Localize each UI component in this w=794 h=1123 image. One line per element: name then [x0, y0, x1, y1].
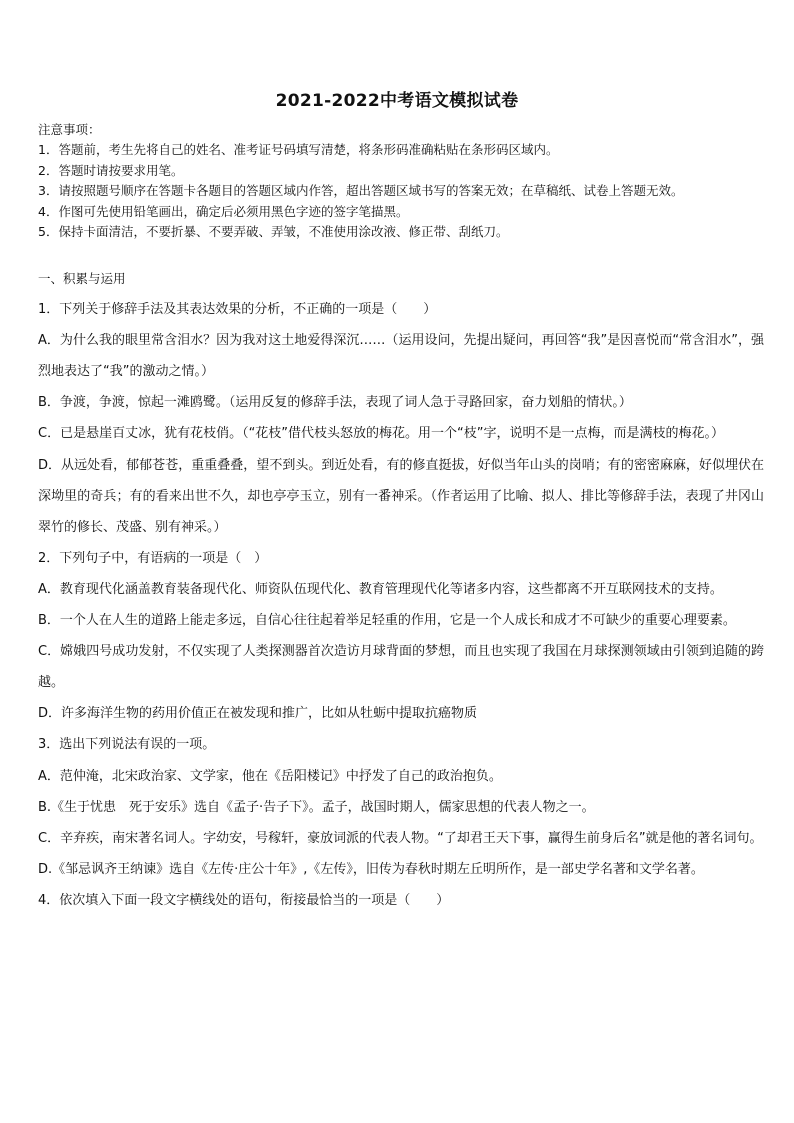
- question-1-stem: 1．下列关于修辞手法及其表达效果的分析，不正确的一项是（ ）: [38, 302, 437, 318]
- question-1-option-d: D．从远处看，郁郁苍苍，重重叠叠，望不到头。到近处看，有的修直挺拔，好似当年山头的岗哨；有的密密麻麻，好似埋伏在深坳里的奇兵；有的看来出世不久，却也亭亭玉立，别有一番神采。（作者运用了比喻、拟人、排比等修辞手法，表现了井冈山翠竹的修长、茂盛、别有神采。）: [38, 457, 764, 535]
- question-3-option-b: B.《生于忧患 死于安乐》选自《孟子·告子下》。孟子，战国时期人，儒家思想的代表人物之一。: [38, 799, 595, 815]
- question-2-option-d: D．许多海洋生物的药用价值正在被发现和推广，比如从牡蛎中提取抗癌物质: [38, 706, 478, 722]
- question-3-stem: 3．选出下列说法有误的一项。: [38, 737, 216, 753]
- question-2-option-c: C．嫦娥四号成功发射，不仅实现了人类探测器首次造访月球背面的梦想，而且也实现了我国在月球探测领域由引领到追随的跨越。: [38, 644, 764, 691]
- question-1-option-a: A．为什么我的眼里常含泪水？因为我对这土地爱得深沉……（运用设问，先提出疑问，再回答“我”是因喜悦而“常含泪水”，强烈地表达了“我”的激动之情。）: [38, 333, 764, 380]
- question-1-option-c: C．已是悬崖百丈冰，犹有花枝俏。（“花枝”借代枝头怒放的梅花。用一个“枝”字，说明不是一点梅，而是满枝的梅花。）: [38, 426, 725, 442]
- notice-item: 2．答题时请按要求用笔。: [38, 162, 184, 178]
- question-3-option-a: A．范仲淹，北宋政治家、文学家，他在《岳阳楼记》中抒发了自己的政治抱负。: [38, 768, 502, 784]
- question-2-option-a: A．教育现代化涵盖教育装备现代化、师资队伍现代化、教育管理现代化等诸多内容，这些都离不开互联网技术的支持。: [38, 581, 723, 597]
- notice-heading: 注意事项：: [38, 122, 101, 137]
- notice-item: 1．答题前，考生先将自己的姓名、准考证号码填写清楚，将条形码准确粘贴在条形码区域内。: [38, 142, 559, 158]
- section-heading: 一、积累与运用: [38, 271, 126, 286]
- question-3-option-d: D.《邹忌讽齐王纳谏》选自《左传·庄公十年》,《左传》，旧传为春秋时期左丘明所作，是一部史学名著和文学名著。: [38, 861, 704, 877]
- notice-item: 3．请按照题号顺序在答题卡各题目的答题区域内作答，超出答题区域书写的答案无效；在草稿纸、试卷上答题无效。: [38, 183, 684, 199]
- question-2-option-b: B．一个人在人生的道路上能走多远，自信心往往起着举足轻重的作用，它是一个人成长和成才不可缺少的重要心理要素。: [38, 613, 736, 629]
- question-4-stem: 4．依次填入下面一段文字横线处的语句，衔接最恰当的一项是（ ）: [38, 892, 450, 908]
- question-1-option-b: B．争渡，争渡，惊起一滩鸥鹭。（运用反复的修辞手法，表现了词人急于寻路回家，奋力划船的情状。）: [38, 395, 632, 411]
- notice-item: 4．作图可先使用铅笔画出，确定后必须用黑色字迹的签字笔描黑。: [38, 203, 409, 219]
- notice-block: [38, 120, 768, 242]
- question-3-option-c: C．辛弃疾，南宋著名词人。字幼安，号稼轩，豪放词派的代表人物。“了却君王天下事，赢得生前身后名”就是他的著名词句。: [38, 830, 763, 846]
- question-2-stem: 2．下列句子中，有语病的一项是（ ）: [38, 550, 268, 566]
- questions-content: [38, 263, 764, 916]
- notice-item: 5．保持卡面清洁，不要折暴、不要弄破、弄皱，不准使用涂改液、修正带、刮纸刀。: [38, 224, 509, 240]
- page-title: 2021-2022中考语文模拟试卷: [275, 91, 519, 111]
